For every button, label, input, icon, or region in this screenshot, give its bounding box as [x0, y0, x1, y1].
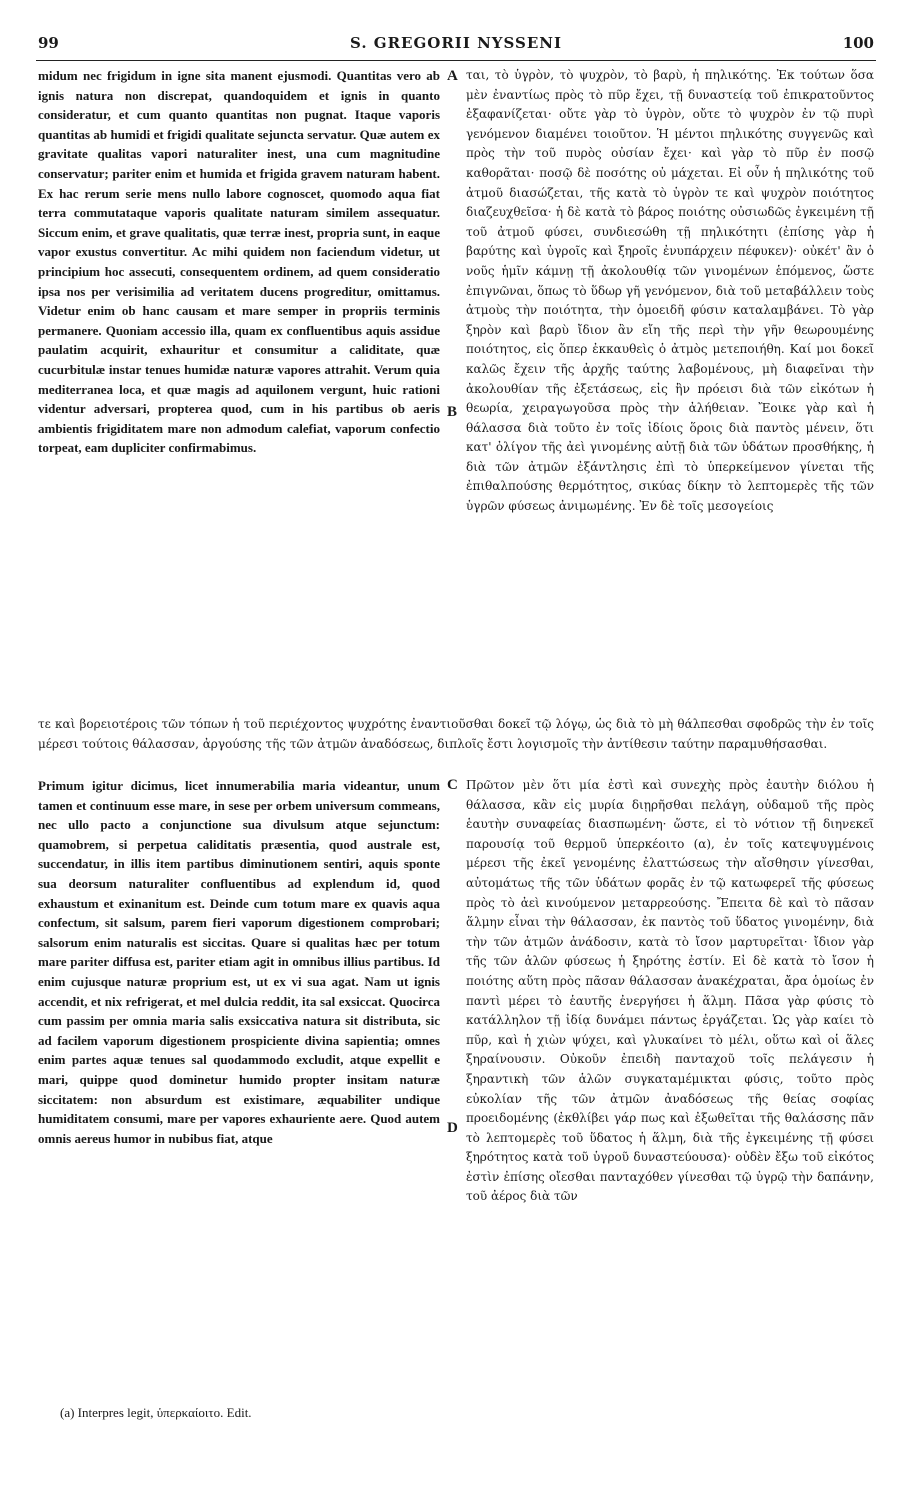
margin-mark-c: C: [447, 777, 458, 793]
footnote: (a) Interpres legit, ὑπερκαίοιτο. Edit.: [60, 1405, 252, 1420]
margin-mark-b: B: [447, 404, 458, 420]
greek-full-width-line: τε καὶ βορειοτέροις τῶν τόπων ἡ τοῦ περιέχοντος ψυχρότης ἐναντιοῦσθαι δοκεῖ τῷ λόγῳ, ὡς διὰ τὸ μὴ θάλπεσθαι σφοδρῶς τὴν ἐν τοῖς μέρεσι τούτοις θάλασσαν, ἀργούσης τῆς τῶν ἀτμῶν ἀναδόσεως, διπλοῖς ἔστι λογισμοῖς τὴν ἀντίθεσιν ταύτην παραμυθήσασθαι.: [38, 717, 874, 751]
greek-column-top: ται, τὸ ὑγρὸν, τὸ ψυχρὸν, τὸ βαρὺ, ἡ πηλικότης. Ἐκ τούτων ὅσα μὲν ἐναντίως πρὸς τὸ πῦρ ἔχει, τῇ δυναστείᾳ τοῦ ἐπικρατοῦντος ἐξαφανίζεται· οὔτε γὰρ τὸ ὑγρὸν, οὔτε τὸ ψυχρὸν ἐν τῷ πυρὶ γενόμενον διαμένει τοιοῦτον. Ἡ μέντοι πηλικότης συγγενῶς καὶ πρὸς τὴν τοῦ πυρὸς οὐσίαν ἔχει· καὶ γὰρ τὸ πῦρ ἐν ποσῷ καθορᾶται· ποσῷ δὲ ποσότης οὐ μάχεται. Εἰ οὖν ἡ πηλικότης τοῦ ἀτμοῦ διασώζεται, τῆς κατὰ τὸ ὑγρὸν τε καὶ ψυχρὸν ποιότητος διαζευχθεῖσα· ἡ δὲ κατὰ τὸ βάρος ποιότης οὐσιωδῶς ἐγκειμένη τῇ τοῦ ἀτμοῦ φύσει, συνδιεσώθη τῇ πηλικότητι (ἐπίσης γὰρ ἡ βαρύτης καὶ ὑγροῖς καὶ ξηροῖς ἐνυπάρχειν πέφυκεν)· οὐκέτ' ἂν ὁ νοῦς ἡμῖν κάμνῃ τῇ ἀκολουθίᾳ τῶν γινομένων ἑπόμενος, ὥστε ἐπιγνῶναι, ὅπως τὸ ὕδωρ γῆ γενόμενον, διὰ τοῦ μεταβάλλειν τοὺς ἀτμοὺς τὴν ποιότητα, τὴν ὁμοειδῆ φύσιν καταλαμβάνει. Τὸ γὰρ ξηρὸν καὶ βαρὺ ἴδιον ἂν εἴη τῆς περὶ τὴν γῆν θεωρουμένης ποιότητος, εἰς ὅπερ ἐκκαυθεὶς ὁ ἀτμὸς μετεποιήθη. Καί μοι δοκεῖ καλῶς ἔχειν τῆς ἀρχῆς ταύτης λαβομένους, μὴ διαφεῖναι τὴν ἀκολουθίαν τῆς ἐξετάσεως, εἰς ἣν πρόεισι διὰ τῶν εἰκότων ἡ θεωρία, χειραγωγοῦσα πρὸς τὴν ἀλήθειαν. Ἔοικε γὰρ καὶ ἡ θάλασσα διὰ τοῦτο ἐν τοῖς ἰδίοις ὅροις διὰ παντὸς μένειν, ὅτι κατ' ὀλίγον τῆς ἀεὶ γινομένης αὐτῇ διὰ τῶν ὑδάτων προσθήκης, ἡ διὰ τῶν ἀτμῶν ἐξάντλησις ἐπὶ τὸ ὑπερκείμενον γίνεται τῆς ἐπιθαλπούσης θερμότητος, σικύας δίκην τὸ λεπτομερὲς τῆς τῶν ὑγρῶν φύσεως ἀνιμωμένης. Ἐν δὲ τοῖς μεσογείοις: [466, 68, 874, 514]
latin-column-bottom: Primum igitur dicimus, licet innumerabilia maria videantur, unum tamen et continuum esse mare, in sese per orbem universum commeans, nec ullo pacto a conjunctione sua divulsum atque sejunctum: quamobrem, si perpetua caliditatis præsentia, quod australe est, succendatur, in illis item partibus diminutionem sentiri, aquis sponte sua deorsum naturaliter confluentibus ad explendum id, quod exhaustum et exinanitum est. Deinde cum totum mare ex quavis aqua confectum, sit salsum, parem fieri vaporum digestionem comprobari; salsorum enim naturalis est siccitas. Quare si qualitas hæc per totum mare pariter diffusa est, pariter etiam agit in omnibus illius partibus. Id enim cujusque naturæ proprium est, ut ex vi sua agat. Nam ut ignis accendit, et nix refrigerat, et mel dulcia reddit, ita sal exsiccat. Quocirca cum passim per omnia maria salis exsiccativa natura sit distributa, sic ad facilem vaporum digestionem prospiciente divina sapientia; omnes enim partes aquæ tenues sal quodammodo excludit, atque expellit e mari, quippe quod dominetur humido propter insitam naturæ siccitatem: non absurdum est existimare, æquabiliter undique humiditatem consumi, mare per vapores exhauriente aere. Quod autem omnis aereus humor in nubibus fiat, atque: [38, 778, 440, 1146]
margin-mark-d: D: [447, 1120, 458, 1136]
latin-column-top: midum nec frigidum in igne sita manent ejusmodi. Quantitas vero ab ignis natura non discrepat, quandoquidem et ignis in quanto consideratur, et cum quanto quantitas non pugnat. Itaque vaporis quantitas ab humidi et frigidi qualitate sejuncta servatur. Quæ autem ex gravitate qualitas vapori naturaliter inest, una cum magnitudine conservatur; pariter enim et humida et frigida gravem naturam habent. Ex hac rerum serie mens nullo labore cognoscet, quomodo aqua fiat terra commutataque vaporis qualitate naturam similem assequatur. Siccum enim, et grave qualitatis, quæ terræ inest, propria sunt, in eaque vapor exustus convertitur. Ac mihi quidem non faciendum videtur, ut principium hoc assecuti, consequentem ordinem, ad quem consideratio ipsa nos per verisimilia ad veritatem ducens progreditur, omittamus. Videtur enim ob hanc causam et mare semper in propriis terminis permanere. Quoniam accessio illa, quam ex confluentibus aquis assidue paulatim acquirit, exhauritur et consumitur a caliditate, quæ cucurbitulæ instar tenues humidæ naturæ vapores attrahit. Verum quia mediterranea loca, et quæ magis ad aquilonem vergunt, huic rationi videntur adversari, propterea quod, cum in his partibus ob aeris ambientis frigiditatem mare non admodum calefiat, vaporum confectio torpeat, eam dupliciter confirmabimus.: [38, 68, 440, 456]
header-rule: [36, 60, 876, 61]
page-number-left: 99: [38, 34, 59, 52]
running-header: [38, 34, 874, 58]
margin-mark-a: A: [447, 68, 458, 84]
greek-column-bottom: Πρῶτον μὲν ὅτι μία ἐστὶ καὶ συνεχὴς πρὸς ἑαυτὴν διόλου ἡ θάλασσα, κἂν εἰς μυρία διῃρῆσθαι πελάγη, οὐδαμοῦ τῆς πρὸς ἑαυτὴν συναφείας διασπωμένη· ὥστε, εἰ τὸ νότιον τῇ διηνεκεῖ παρουσίᾳ τοῦ θερμοῦ ὑπερκέοιτο (α), ἐν τοῖς κατεψυγμένοις μέρεσι τῆς ἐκεῖ γενομένης ἐλαττώσεως τὴν αἴσθησιν γίνεσθαι, αὐτομάτως τῆς τῶν ὑδάτων φορᾶς ἐν τῷ κατωφερεῖ τῆς φύσεως πρὸς τὸ ἀεὶ κινούμενον μεταρρεούσης. Ἔπειτα δὲ καὶ τὸ πᾶσαν ἅλμην εἶναι τὴν θάλασσαν, ἐκ παντὸς τοῦ ὕδατος γινομένην, διὰ τὴν τῶν ἀτμῶν ἀνάδοσιν, κατὰ τὸ ἴσον μαρτυρεῖται· ἴδιον γὰρ τῆς τῶν ἁλῶν φύσεως ἡ ξηρότης ἐστίν. Εἰ δὲ κατὰ τὸ ἴσον ἡ ποιότης αὕτη πρὸς πᾶσαν θάλασσαν ἀνακέχραται, ἄρα ὁμοίως ἐν παντὶ μέρει τὸ ἑαυτῆς ἐνεργήσει ἡ ἅλμη. Πᾶσα γὰρ φύσις τὸ κατάλληλον τῇ ἰδίᾳ δυνάμει πάντως ἐργάζεται. Ὡς γὰρ καίει τὸ πῦρ, καὶ ἡ χιὼν ψύχει, καὶ γλυκαίνει τὸ μέλι, οὕτω καὶ οἱ ἅλες ξηραίνουσιν. Οὐκοῦν ἐπειδὴ πανταχοῦ τοῖς πελάγεσιν ἡ ξηραντικὴ τῶν ἁλῶν συγκαταμέμικται φύσις, τοῦτο πρὸς εὐκολίαν τῆς τῶν ἀτμῶν ἀναδόσεως τῆς θείας σοφίας προειδομένης (ἐκθλίβει γάρ πως καὶ ἐξωθεῖται τῆς θαλάσσης πᾶν τὸ λεπτομερὲς τοῦ ὕδατος ἡ ἅλμη, διὰ τῆς ἐγκειμένης τῇ φύσει ξηρότητος κατὰ τοῦ ὑγροῦ δυναστεύουσα)· οὐδὲν ἔξω τοῦ εἰκότος ἐστὶν ἐπίσης οἴεσθαι πανταχόθεν γίνεσθαι τῷ ὑγρῷ τὴν δαπάνην, τοῦ ἀέρος διὰ τῶν: [466, 778, 874, 1204]
running-title: S. GREGORII NYSSENI: [350, 34, 562, 52]
page-number-right: 100: [842, 34, 874, 52]
